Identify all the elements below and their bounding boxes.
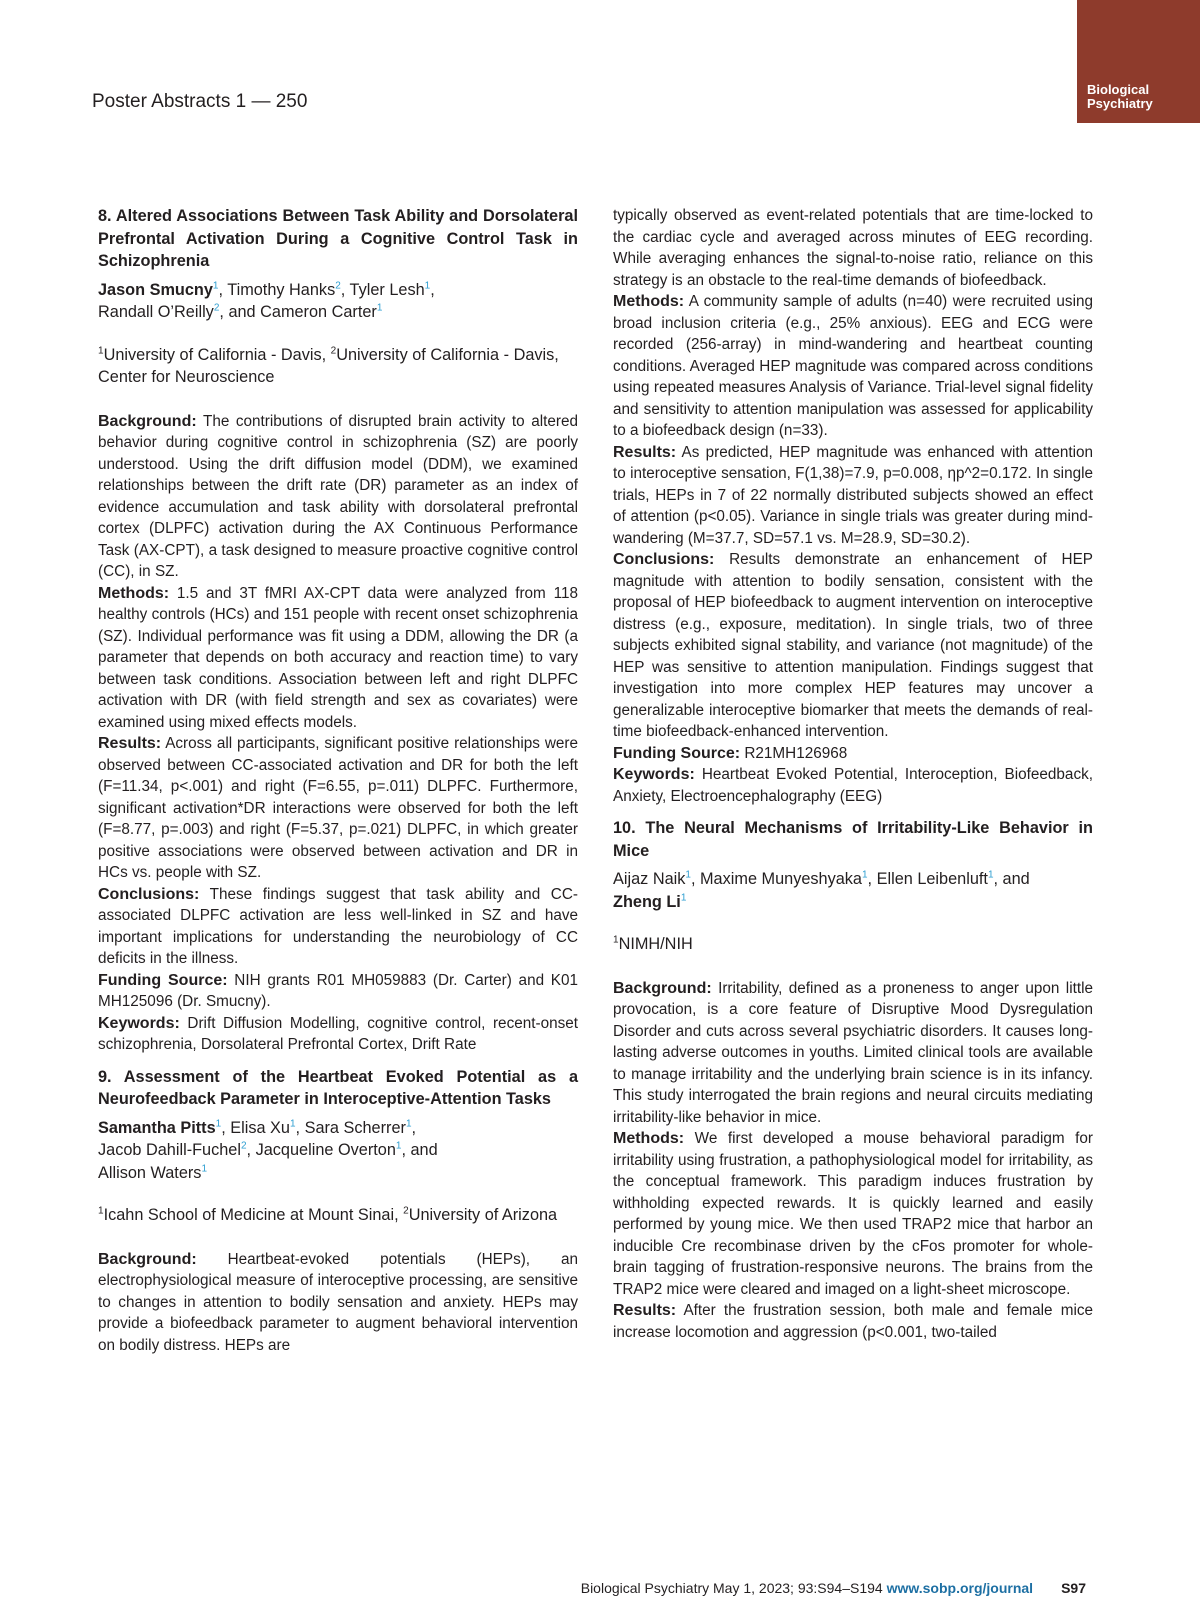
author-name: , Tyler Lesh	[340, 280, 425, 299]
abstract-10-authors	[613, 868, 1093, 913]
right-column	[613, 205, 1093, 1343]
abstract-9-funding	[613, 743, 1093, 765]
section-label: Funding Source:	[613, 744, 741, 762]
author-name: Samantha Pitts	[98, 1118, 216, 1137]
author-separator: , and	[993, 870, 1030, 888]
section-text: The contributions of disrupted brain activity to altered behavior during cognitive control in schizophrenia (SZ) are poorly understood. Using the drift diffusion model (DDM), we examined relationships between the drift rate (DR) parameter as an index of evidence accumulation and task ability with dorsolateral prefrontal cortex (DLPFC) activation during the AX Continuous Performance Task (AX-CPT), a task designed to measure proactive cognitive control (CC), in SZ.	[98, 412, 578, 580]
abstract-9-conclusions	[613, 549, 1093, 743]
journal-link[interactable]: www.sobp.org/journal	[886, 1580, 1034, 1596]
journal-badge	[1077, 0, 1200, 123]
affil-sup: 1	[289, 1118, 296, 1130]
section-label: Results:	[613, 1302, 677, 1319]
badge-line-2: Psychiatry	[1087, 96, 1153, 111]
abstract-8-results	[98, 733, 578, 884]
page-footer	[0, 1580, 1086, 1596]
author-name: Allison Waters	[98, 1163, 202, 1182]
page-number: S97	[1061, 1580, 1086, 1596]
affiliation: University of California - Davis, Center for Neuroscience	[98, 345, 559, 386]
affil-sup: 1	[987, 869, 994, 881]
abstract-8-affiliations	[98, 344, 578, 389]
author-name: Jacob Dahill-Fuchel	[98, 1141, 241, 1159]
abstract-8-authors: Jason Smucny$^1$, Timothy Hanks$^2$, Tyler Lesh$^1$, Randall O’Reilly$^2$, and Cameron Carter$^1$	[98, 280, 435, 321]
badge-line-1: Biological	[1087, 82, 1150, 97]
affil-sup: 1	[613, 934, 619, 946]
affil-sup: 1	[405, 1118, 412, 1130]
abstract-8-methods	[98, 583, 578, 734]
affil-sup: 2	[330, 345, 337, 357]
section-text: We first developed a mouse behavioral paradigm for irritability using frustration, a pathophysiological model for irritability, as the conceptual framework. This paradigm induces frustration by withholding expected rewards. It is quickly learned and easily performed by young mice. We then used TRAP2 mice that harbor an inducible Cre recombinase driven by the cFos promoter for whole-brain tagging of frustration-responsive neurons. The brains from the TRAP2 mice were cleared and imaged on a light-sheet microscope.	[613, 1130, 1093, 1298]
section-text: A community sample of adults (n=40) were recruited using broad inclusion criteria (e.g., 25% anxious). EEG and ECG were recorded (256-array) in mind-wandering and heartbeat counting conditions. Averaged HEP magnitude was compared across conditions using repeated measures Analysis of Variance. Trial-level signal fidelity and sensitivity to attention manipulation was assessed for applicability to a biofeedback design (n=33).	[613, 293, 1093, 439]
affiliation: Icahn School of Medicine at Mount Sinai,	[103, 1206, 404, 1224]
section-label: Results:	[613, 443, 677, 461]
abstract-9-background	[98, 1249, 578, 1357]
abstract-9-title: 9. Assessment of the Heartbeat Evoked Potential as a Neurofeedback Parameter in Interoceptive-Attention Tasks	[98, 1067, 578, 1108]
abstract-8-keywords	[98, 1013, 578, 1056]
section-label: Methods:	[613, 293, 685, 310]
section-label: Methods:	[98, 584, 170, 602]
affil-sup: 2	[240, 1140, 247, 1152]
affiliation: University of Arizona	[408, 1206, 558, 1224]
author-name: , Elisa Xu	[221, 1118, 290, 1137]
section-label: Background:	[613, 979, 712, 997]
section-text: Irritability, defined as a proneness to anger upon little provocation, is a core feature of Disruptive Mood Dysregulation Disorder and cuts across several psychiatric disorders. It causes long-lasting adverse outcomes in youths. Limited clinical tools are available to manage irritability and the underlying brain science is in its infancy. This study interrogated the brain regions and neural circuits mediating irritability-like behavior in mice.	[613, 979, 1093, 1126]
author-separator: ,	[411, 1118, 417, 1137]
section-text: Results demonstrate an enhancement of HEP magnitude with attention to bodily sensation, consistent with the proposal of HEP biofeedback to augment intervention on interoceptive distress (e.g., exposure, meditation). In single trials, two of three subjects exhibited signal stability, and variance (not magnitude) of the HEP was sensitive to attention manipulation. Findings suggest that investigation into more complex HEP features may uncover a generalizable interoceptive biomarker that meets the demands of real-time biofeedback-enhanced intervention.	[613, 551, 1093, 740]
section-text: Across all participants, significant positive relationships were observed between CC-associated activation and DR for both the left (F=11.34, p<.001) and right (F=6.55, p=.011) DLPFC. Furthermore, significant activation*DR interactions were observed for both the left (F=8.77, p=.003) and right (F=5.37, p=.021) DLPFC, in which greater positive associations were observed between activation and DR in HCs vs. people with SZ.	[98, 735, 579, 881]
section-label: Keywords:	[613, 766, 695, 783]
abstract-9-methods	[613, 291, 1093, 442]
affil-sup: 1	[680, 892, 687, 904]
section-label: Keywords:	[98, 1014, 180, 1032]
abstract-8-funding	[98, 970, 578, 1013]
abstract-10-title: 10. The Neural Mechanisms of Irritability-Like Behavior in Mice	[613, 819, 1093, 860]
section-label: Background:	[98, 1250, 197, 1268]
section-label: Results:	[98, 735, 162, 752]
affil-sup: 1	[201, 1163, 208, 1175]
abstract-8-title: 8. Altered Associations Between Task Ability and Dorsolateral Prefrontal Activation During a Cognitive Control Task in Schizophrenia	[98, 207, 578, 270]
affil-sup: 1	[861, 869, 868, 881]
section-label: Background:	[98, 412, 197, 430]
section-label: Funding Source:	[98, 971, 228, 989]
author-name: Zheng Li	[613, 892, 681, 911]
section-text: After the frustration session, both male and female mice increase locomotion and aggression (p<0.001, two-tailed	[613, 1302, 1094, 1341]
author-name: Randall O’Reilly	[98, 303, 214, 321]
affiliation: NIMH/NIH	[618, 935, 693, 953]
author-name: , Timothy Hanks	[218, 280, 336, 299]
affil-sup: 1	[98, 1205, 104, 1217]
footer-citation: Biological Psychiatry May 1, 2023; 93:S94–S194	[580, 1580, 887, 1596]
abstract-8-conclusions	[98, 884, 578, 970]
affil-sup: 1	[212, 280, 219, 292]
affil-sup: 1	[376, 302, 383, 314]
section-text: Drift Diffusion Modelling, cognitive control, recent-onset schizophrenia, Dorsolateral Prefrontal Cortex, Drift Rate	[98, 1014, 578, 1053]
abstract-9-affiliations	[98, 1204, 578, 1227]
affil-sup: 1	[395, 1140, 402, 1152]
abstract-9-keywords	[613, 764, 1093, 807]
section-text: Heartbeat-evoked potentials (HEPs), an electrophysiological measure of interoceptive processing, are sensitive to changes in attention to bodily sensation and anxiety. HEPs may provide a biofeedback parameter to augment behavioral intervention on bodily distress. HEPs are	[98, 1250, 578, 1354]
section-text: R21MH126968	[744, 744, 848, 762]
affil-sup: 1	[98, 345, 104, 357]
affil-sup: 1	[424, 280, 431, 292]
abstract-10-affiliations	[613, 933, 1093, 956]
running-head: Poster Abstracts 1 — 250	[92, 91, 308, 112]
section-text: As predicted, HEP magnitude was enhanced with attention to interoceptive sensation, F(1,38)=7.9, p=0.008, ηp^2=0.172. In single trials, HEPs in 7 of 22 normally distributed subjects showed an effect of attention (p<0.05). Variance in single trials was greater during mind-wandering (M=37.7, SD=57.1 vs. M=28.9, SD=30.2).	[613, 443, 1094, 547]
author-name: Jason Smucny	[98, 280, 213, 299]
left-column	[98, 205, 578, 1356]
affil-sup: 2	[403, 1205, 409, 1217]
section-label: Conclusions:	[98, 885, 200, 903]
author-name: , Maxime Munyeshyaka	[690, 870, 862, 888]
abstract-9-background-cont: typically observed as event-related potentials that are time-locked to the cardiac cycle and averaged across minutes of EEG recording. While averaging enhances the signal-to-noise ratio, reliance on this strategy is an obstacle to the real-time demands of biofeedback.	[613, 207, 1093, 289]
affil-sup: 1	[685, 869, 691, 881]
section-text: These findings suggest that task ability and CC-associated DLPFC activation are less well-linked in SZ and have important implications for understanding the neurobiology of CC deficits in the illness.	[98, 885, 578, 967]
abstract-10-methods	[613, 1128, 1093, 1300]
abstract-10-background	[613, 978, 1093, 1129]
abstract-8-background	[98, 411, 578, 583]
author-name: , Sara Scherrer	[295, 1118, 406, 1137]
abstract-9-authors	[98, 1117, 578, 1185]
section-text: Heartbeat Evoked Potential, Interoception, Biofeedback, Anxiety, Electroencephalography (EEG)	[613, 766, 1093, 805]
author-name: , Jacqueline Overton	[246, 1141, 396, 1159]
author-name: Aijaz Naik	[613, 870, 686, 888]
section-text: 1.5 and 3T fMRI AX-CPT data were analyzed from 118 healthy controls (HCs) and 151 people with recent onset schizophrenia (SZ). Individual performance was fit using a DDM, allowing the DR (a parameter that depends on both accuracy and reaction time) to vary between task conditions. Association between left and right DLPFC activation with DR (with field strength and sex as covariates) were examined using mixed effects models.	[98, 584, 578, 731]
affil-sup: 1	[215, 1118, 222, 1130]
abstract-9-results	[613, 442, 1093, 550]
section-label: Methods:	[613, 1130, 685, 1147]
author-name: , and Cameron Carter	[219, 303, 377, 321]
affiliation: University of California - Davis,	[103, 345, 331, 364]
section-text: NIH grants R01 MH059883 (Dr. Carter) and K01 MH125096 (Dr. Smucny).	[98, 971, 579, 1010]
abstract-10-results	[613, 1300, 1093, 1343]
author-separator: , and	[401, 1141, 438, 1159]
author-name: , Ellen Leibenluft	[867, 870, 988, 888]
section-label: Conclusions:	[613, 551, 715, 568]
affil-sup: 2	[335, 280, 341, 292]
affil-sup: 2	[213, 302, 220, 314]
